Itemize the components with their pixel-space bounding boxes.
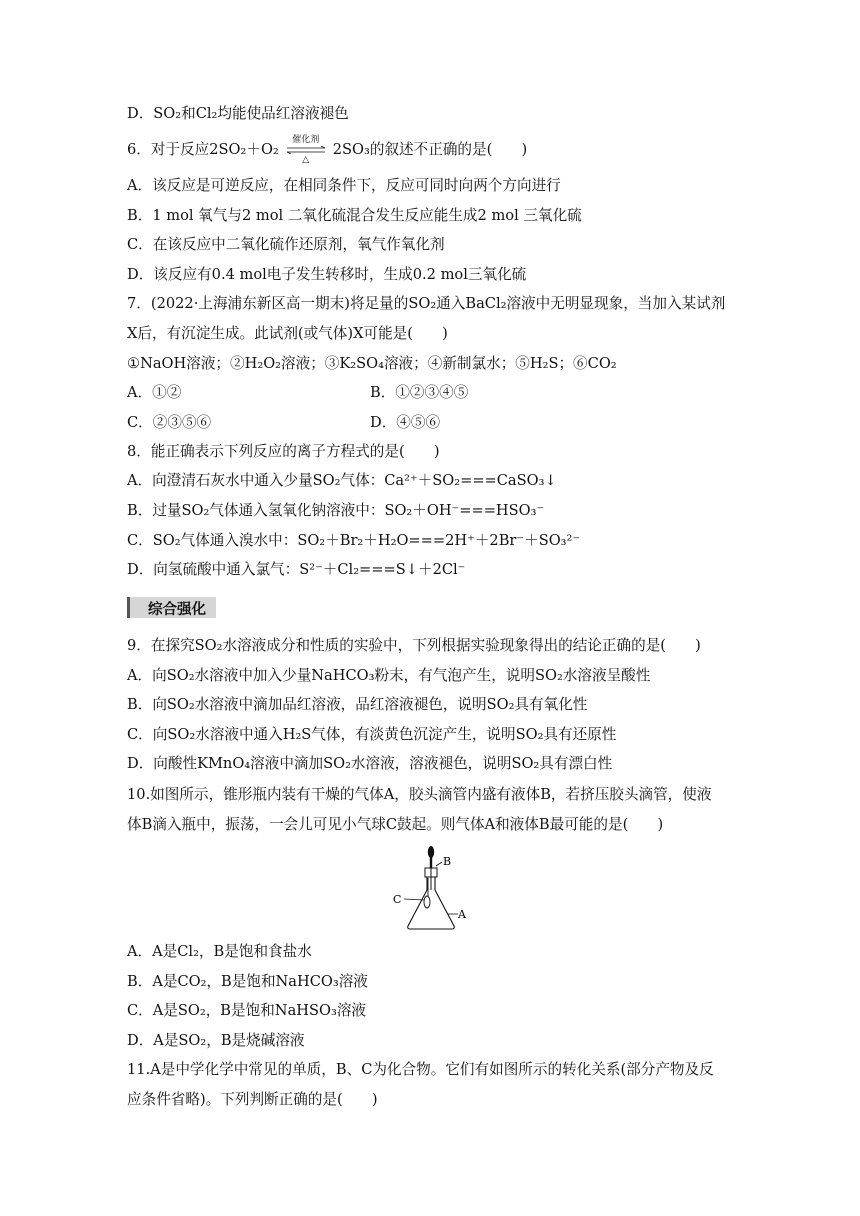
q9-stem: 9．在探究SO₂水溶液成分和性质的实验中，下列根据实验现象得出的结论正确的是( ) <box>127 637 701 654</box>
q10-option-c: C．A是SO₂，B是饱和NaHSO₃溶液 <box>127 1002 367 1019</box>
label-c-leader <box>404 899 424 900</box>
q6-stem <box>127 135 528 165</box>
section-header <box>127 597 216 618</box>
section-title: 综合强化 <box>148 602 206 618</box>
label-b: B <box>443 855 452 868</box>
q9-option-a: A．向SO₂水溶液中加入少量NaHCO₃粉末，有气泡产生，说明SO₂水溶液呈酸性 <box>127 667 651 684</box>
q8-option-d: D．向氢硫酸中通入氯气：S²⁻＋Cl₂===S↓＋2Cl⁻ <box>127 561 466 578</box>
q7-option-c: C．②③⑤⑥ <box>127 414 212 431</box>
q7-choices: ①NaOH溶液；②H₂O₂溶液；③K₂SO₄溶液；④新制氯水；⑤H₂S；⑥CO₂ <box>127 355 617 372</box>
q9-option-b: B．向SO₂水溶液中滴加品红溶液，品红溶液褪色，说明SO₂具有氧化性 <box>127 696 588 713</box>
q5-option-d: D．SO₂和Cl₂均能使品红溶液褪色 <box>127 105 349 122</box>
q7-option-a: A．①② <box>127 384 182 401</box>
q7-option-b: B．①②③④⑤ <box>370 384 469 401</box>
dropper-bulb-icon <box>428 846 434 869</box>
q6-stem-post: 2SO₃的叙述不正确的是( ) <box>332 141 528 158</box>
q9-option-d: D．向酸性KMnO₄溶液中滴加SO₂水溶液，溶液褪色，说明SO₂具有漂白性 <box>127 755 613 772</box>
q8-option-a: A．向澄清石灰水中通入少量SO₂气体：Ca²⁺＋SO₂===CaSO₃↓ <box>127 472 557 489</box>
q9-option-c: C．向SO₂水溶液中通入H₂S气体，有淡黄色沉淀产生，说明SO₂具有还原性 <box>127 726 617 743</box>
reversible-arrow <box>285 135 327 165</box>
q11-stem-line2: 应条件省略)。下列判断正确的是( ) <box>127 1091 378 1108</box>
q7-stem-line2: X后，有沉淀生成。此试剂(或气体)X可能是( ) <box>127 325 448 342</box>
label-a: A <box>458 908 466 921</box>
q7-stem-line1: 7．(2022·上海浦东新区高一期末)将足量的SO₂通入BaCl₂溶液中无明显现象，当加入某试剂 <box>127 295 726 312</box>
flask-apparatus-figure <box>390 842 480 932</box>
catalyst-label: 催化剂 <box>292 135 320 145</box>
heat-label: △ <box>302 155 310 165</box>
q6-option-a: A．该反应是可逆反应，在相同条件下，反应可同时向两个方向进行 <box>127 177 561 194</box>
q6-option-c: C．在该反应中二氧化硫作还原剂，氧气作氧化剂 <box>127 236 445 253</box>
q10-option-d: D．A是SO₂，B是烧碱溶液 <box>127 1032 305 1049</box>
q10-option-b: B．A是CO₂，B是饱和NaHCO₃溶液 <box>127 973 368 990</box>
q8-stem: 8．能正确表示下列反应的离子方程式的是( ) <box>127 443 440 460</box>
q10-stem-line1: 10.如图所示，锥形瓶内装有干燥的气体A，胶头滴管内盛有液体B，若挤压胶头滴管，使液 <box>127 786 712 803</box>
label-c: C <box>393 893 402 906</box>
q10-option-a: A．A是Cl₂，B是饱和食盐水 <box>127 943 312 960</box>
q10-stem-line2: 体B滴入瓶中，振荡，一会儿可见小气球C鼓起。则气体A和液体B最可能的是( ) <box>127 816 664 833</box>
q8-option-b: B．过量SO₂气体通入氢氧化钠溶液中：SO₂＋OH⁻===HSO₃⁻ <box>127 502 545 519</box>
q6-option-d: D．该反应有0.4 mol电子发生转移时，生成0.2 mol三氧化硫 <box>127 266 527 283</box>
q7-option-d: D．④⑤⑥ <box>370 414 441 431</box>
label-b-leader <box>436 862 442 866</box>
q11-stem-line1: 11.A是中学化学中常见的单质，B、C为化合物。它们有如图所示的转化关系(部分产物及反 <box>127 1061 714 1078</box>
q6-stem-pre: 6．对于反应2SO₂＋O₂ <box>127 141 279 158</box>
q6-option-b: B．1 mol 氧气与2 mol 二氧化硫混合发生反应能生成2 mol 三氧化硫 <box>127 207 582 224</box>
q8-option-c: C．SO₂气体通入溴水中：SO₂＋Br₂＋H₂O===2H⁺＋2Br⁻＋SO₃²⁻ <box>127 532 581 549</box>
